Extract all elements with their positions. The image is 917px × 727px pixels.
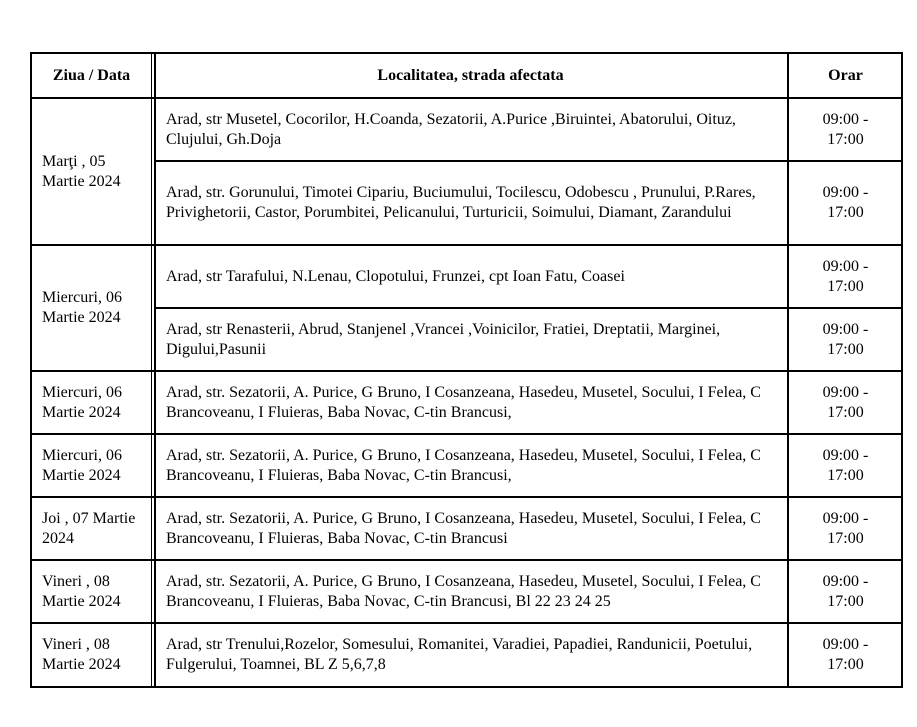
time-interval	[823, 509, 869, 549]
time-end: 17:00	[827, 592, 864, 610]
affected-streets-cell	[153, 161, 788, 245]
time-interval-cell	[788, 308, 903, 371]
time-interval-cell	[788, 497, 903, 560]
time-start: 09:00 -	[822, 320, 869, 338]
row-divider	[156, 160, 903, 162]
time-interval	[823, 572, 869, 612]
time-interval	[823, 320, 869, 360]
time-interval-cell	[788, 434, 903, 497]
column-divider	[30, 53, 32, 688]
column-divider	[151, 53, 152, 688]
day-date	[42, 635, 121, 675]
affected-streets-cell	[153, 245, 788, 308]
day-month-year: Martie 2024	[42, 592, 121, 610]
day-cell	[30, 98, 153, 245]
day-name: Miercuri, 06	[42, 446, 122, 464]
time-interval-cell	[788, 623, 903, 687]
day-month-year: Martie 2024	[42, 172, 121, 190]
day-date	[42, 509, 135, 549]
day-cell	[30, 371, 153, 434]
time-start: 09:00 -	[822, 257, 869, 275]
header-time: Orar	[828, 66, 863, 84]
row-divider	[30, 52, 903, 54]
row-divider	[30, 244, 903, 246]
day-cell	[30, 560, 153, 623]
day-month-year: Martie 2024	[42, 403, 121, 421]
time-interval	[823, 446, 869, 486]
outage-schedule-table	[30, 53, 903, 687]
day-cell	[30, 497, 153, 560]
row-divider	[156, 307, 903, 309]
time-end: 17:00	[827, 529, 864, 547]
column-divider	[154, 53, 156, 688]
time-interval-cell	[788, 560, 903, 623]
time-interval-cell	[788, 98, 903, 161]
day-month-year: 2024	[42, 529, 74, 547]
day-date	[42, 572, 121, 612]
header-location: Localitatea, strada afectata	[377, 66, 564, 84]
time-interval	[823, 110, 869, 150]
time-end: 17:00	[827, 466, 864, 484]
day-month-year: Martie 2024	[42, 466, 121, 484]
affected-streets-text: Arad, str Renasterii, Abrud, Stanjenel ,Vrancei ,Voinicilor, Fratiei, Dreptatii, Marginei, Digului,Pasunii	[166, 320, 721, 358]
affected-streets-text: Arad, str. Gorunului, Timotei Cipariu, Buciumului, Tocilescu, Odobescu , Prunului, P.Rares, Privighetorii, Castor, Porumbitei, Pelicanului, Turturicii, Soimului, Diamant, Zarandului	[166, 184, 756, 221]
day-name: Miercuri, 06	[42, 289, 122, 306]
row-divider	[30, 559, 903, 561]
affected-streets-cell	[153, 308, 788, 371]
affected-streets-cell	[153, 371, 788, 434]
time-start: 09:00 -	[822, 509, 869, 527]
column-divider	[787, 53, 789, 688]
time-end: 17:00	[827, 204, 864, 221]
row-divider	[30, 622, 903, 624]
affected-streets-text: Arad, str Trenului,Rozelor, Somesului, Romanitei, Varadiei, Papadiei, Randunicii, Poetului, Fulgerului, Toamnei, BL Z 5,6,7,8	[166, 636, 753, 673]
day-name: Vineri , 08	[42, 636, 110, 653]
time-start: 09:00 -	[822, 110, 869, 128]
affected-streets-cell	[153, 623, 788, 687]
affected-streets-text: Arad, str. Sezatorii, A. Purice, G Bruno, I Cosanzeana, Hasedeu, Musetel, Socului, I Felea, C Brancoveanu, I Fluieras, Baba Novac, C-tin Brancusi,	[166, 446, 761, 484]
row-divider	[30, 686, 903, 688]
row-divider	[30, 496, 903, 498]
time-start: 09:00 -	[822, 636, 869, 653]
day-cell	[30, 623, 153, 687]
day-month-year: Martie 2024	[42, 309, 121, 326]
time-end: 17:00	[827, 340, 864, 358]
affected-streets-cell	[153, 98, 788, 161]
day-date	[42, 383, 122, 423]
time-start: 09:00 -	[822, 572, 869, 590]
outage-schedule-document	[30, 53, 903, 687]
day-month-year: Martie 2024	[42, 656, 121, 673]
time-interval	[823, 635, 869, 675]
row-divider	[30, 370, 903, 372]
day-date	[42, 288, 122, 328]
row-divider	[30, 433, 903, 435]
time-interval	[823, 383, 869, 423]
day-name: Miercuri, 06	[42, 383, 122, 401]
time-interval-cell	[788, 371, 903, 434]
time-interval-cell	[788, 161, 903, 245]
time-end: 17:00	[827, 130, 864, 148]
day-date	[42, 152, 121, 192]
time-end: 17:00	[827, 403, 864, 421]
affected-streets-cell	[153, 434, 788, 497]
day-date	[42, 446, 122, 486]
column-divider	[901, 53, 903, 688]
time-interval	[823, 183, 869, 223]
affected-streets-text: Arad, str. Sezatorii, A. Purice, G Bruno, I Cosanzeana, Hasedeu, Musetel, Socului, I Felea, C Brancoveanu, I Fluieras, Baba Novac, C-tin Brancusi	[166, 509, 761, 547]
day-cell	[30, 434, 153, 497]
time-start: 09:00 -	[822, 184, 869, 201]
affected-streets-text: Arad, str. Sezatorii, A. Purice, G Bruno, I Cosanzeana, Hasedeu, Musetel, Socului, I Felea, C Brancoveanu, I Fluieras, Baba Novac, C-tin Brancusi, Bl 22 23 24 25	[166, 572, 761, 610]
day-name: Marţi , 05	[42, 152, 106, 170]
affected-streets-text: Arad, str Tarafului, N.Lenau, Clopotului, Frunzei, cpt Ioan Fatu, Coasei	[166, 267, 625, 285]
affected-streets-cell	[153, 560, 788, 623]
day-cell	[30, 245, 153, 371]
time-start: 09:00 -	[822, 446, 869, 464]
affected-streets-text: Arad, str Musetel, Cocorilor, H.Coanda, Sezatorii, A.Purice ,Biruintei, Abatorului, Oituz, Clujului, Gh.Doja	[166, 110, 736, 148]
affected-streets-cell	[153, 497, 788, 560]
time-end: 17:00	[827, 277, 864, 295]
affected-streets-text: Arad, str. Sezatorii, A. Purice, G Bruno, I Cosanzeana, Hasedeu, Musetel, Socului, I Felea, C Brancoveanu, I Fluieras, Baba Novac, C-tin Brancusi,	[166, 383, 761, 421]
time-end: 17:00	[827, 656, 864, 673]
time-interval	[823, 257, 869, 297]
row-divider	[30, 97, 903, 99]
day-name: Joi , 07 Martie	[42, 509, 136, 527]
header-day: Ziua / Data	[52, 66, 131, 84]
time-start: 09:00 -	[822, 383, 869, 401]
time-interval-cell	[788, 245, 903, 308]
day-name: Vineri , 08	[42, 572, 110, 590]
